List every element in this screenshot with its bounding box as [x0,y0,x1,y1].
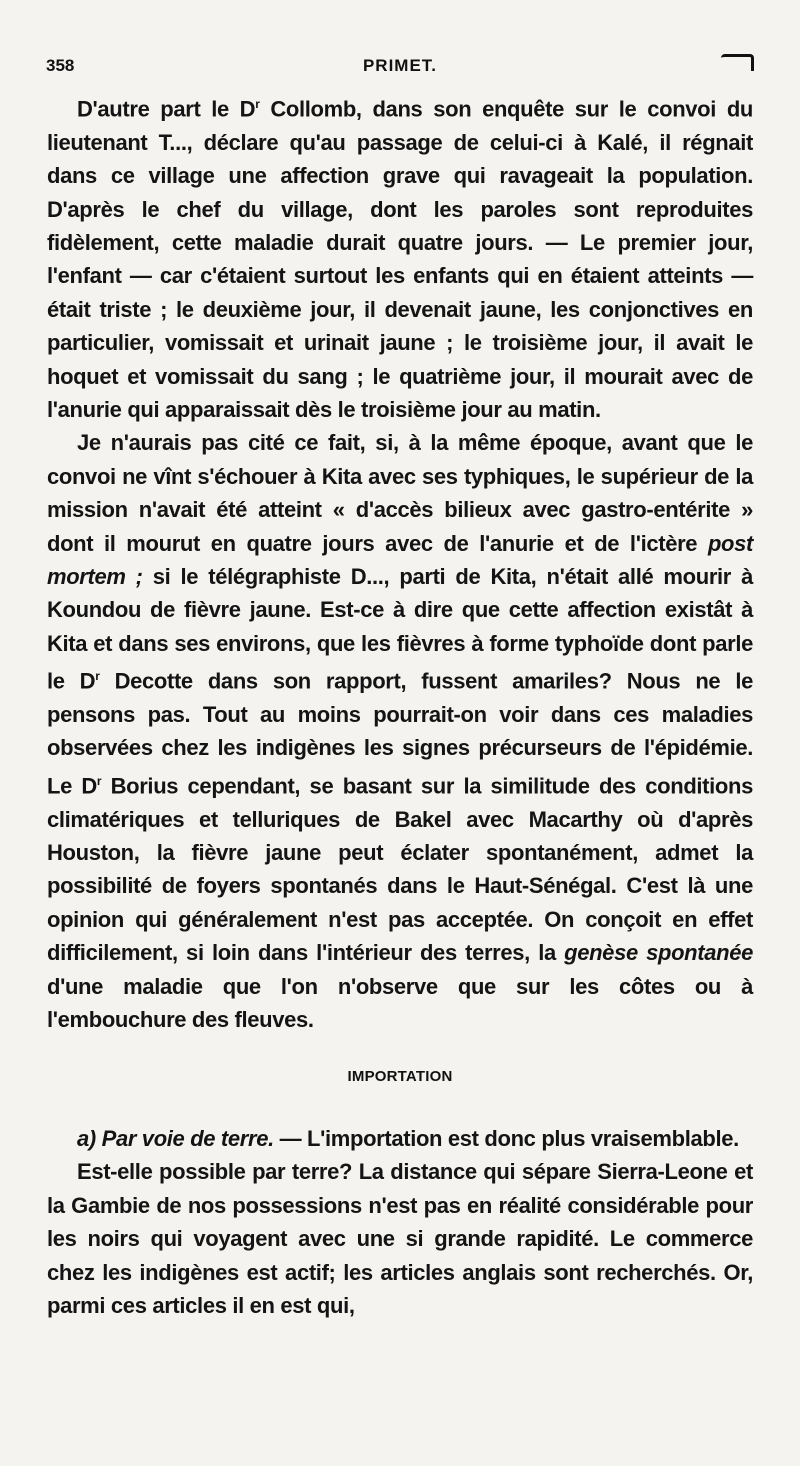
superscript: r [95,669,100,684]
main-text-block-top [47,88,753,1036]
paragraph: Est-elle possible par terre? La distance qui sépare Sierra-Leone et la Gambie de nos possessions n'est pas en réalité considérable pour les noirs qui voyagent avec une si grande rapidité. Le commerce chez les indigènes est actif; les articles anglais sont recherchés. Or, parmi ces articles il en est qui, [47,1159,753,1319]
paragraph [47,426,753,1036]
italic-text: a) Par voie de terre. [77,1126,274,1151]
section-heading: IMPORTATION [347,1068,453,1085]
superscript: r [255,97,260,111]
text-run: Borius cependant, se basant sur la similitude des conditions climatériques et telluriques de Bakel avec Macarthy où d'après Houston, la fièvre jaune peut éclater spontanément, admet la possibilité de foyers spontanés dans le Haut-Sénégal. C'est là une opinion qui généralement n'est pas acceptée. On conçoit en effet difficilement, si loin dans l'intérieur des terres, la [47,773,753,966]
text-run: si le télégraphiste D..., parti de Kita, n'était allé mourir à Koundou de fièvre jaune. Est-ce à dire que cette affection existât à Kita et dans ses environs, que les fièvres à forme typhoïde dont parle le D [47,564,753,694]
superscript: r [96,773,102,788]
text-run: Je n'aurais pas cité ce fait, si, à la même époque, avant que le convoi ne vînt s'échouer à Kita avec ses typhiques, le supérieur de la mission n'avait été atteint « d'accès bilieux avec gastro-entérite » dont il mourut en quatre jours avec de l'anurie et de l'ictère [47,430,753,556]
corner-bracket-icon [721,54,754,71]
italic-text: genèse spontanée [564,940,753,966]
text-run: — L'importation est donc plus vraisemblable. [273,1126,739,1151]
text-run: Collomb, dans son enquête sur le convoi du lieutenant T..., déclare qu'au passage de celui-ci à Kalé, il régnait dans ce village une affection grave qui ravageait la population. D'après le chef du village, dont les paroles sont reproduites fidèlement, cette maladie durait quatre jours. — Le premier jour, l'enfant — car c'étaient surtout les enfants qui en étaient atteints — était triste ; le deuxième jour, il devenait jaune, les conjonctives en particulier, vomissait et urinait jaune ; le troisième jour, il avait le hoquet et vomissait du sang ; le quatrième jour, il mourait avec de l'anurie qui apparaissait dès le troisième jour au matin. [47,96,753,422]
text-run: D'autre part le D [77,96,256,122]
text-run: d'une maladie que l'on n'observe que sur les côtes ou à l'embouchure des fleuves. [47,973,753,1032]
page-number: 358 [46,56,75,75]
italic-text: post mortem ; [47,530,753,590]
paragraph [47,88,753,426]
running-head [46,52,754,82]
main-text-block-bottom [47,1122,753,1322]
text-run: Decotte dans son rapport, fussent amariles? Nous ne le pensons pas. Tout au moins pourrait-on voir dans ces maladies observées chez les indigènes les signes précurseurs de l'épidémie. Le D [47,668,753,799]
paragraph [47,1122,753,1155]
running-title: PRIMET. [362,56,438,75]
